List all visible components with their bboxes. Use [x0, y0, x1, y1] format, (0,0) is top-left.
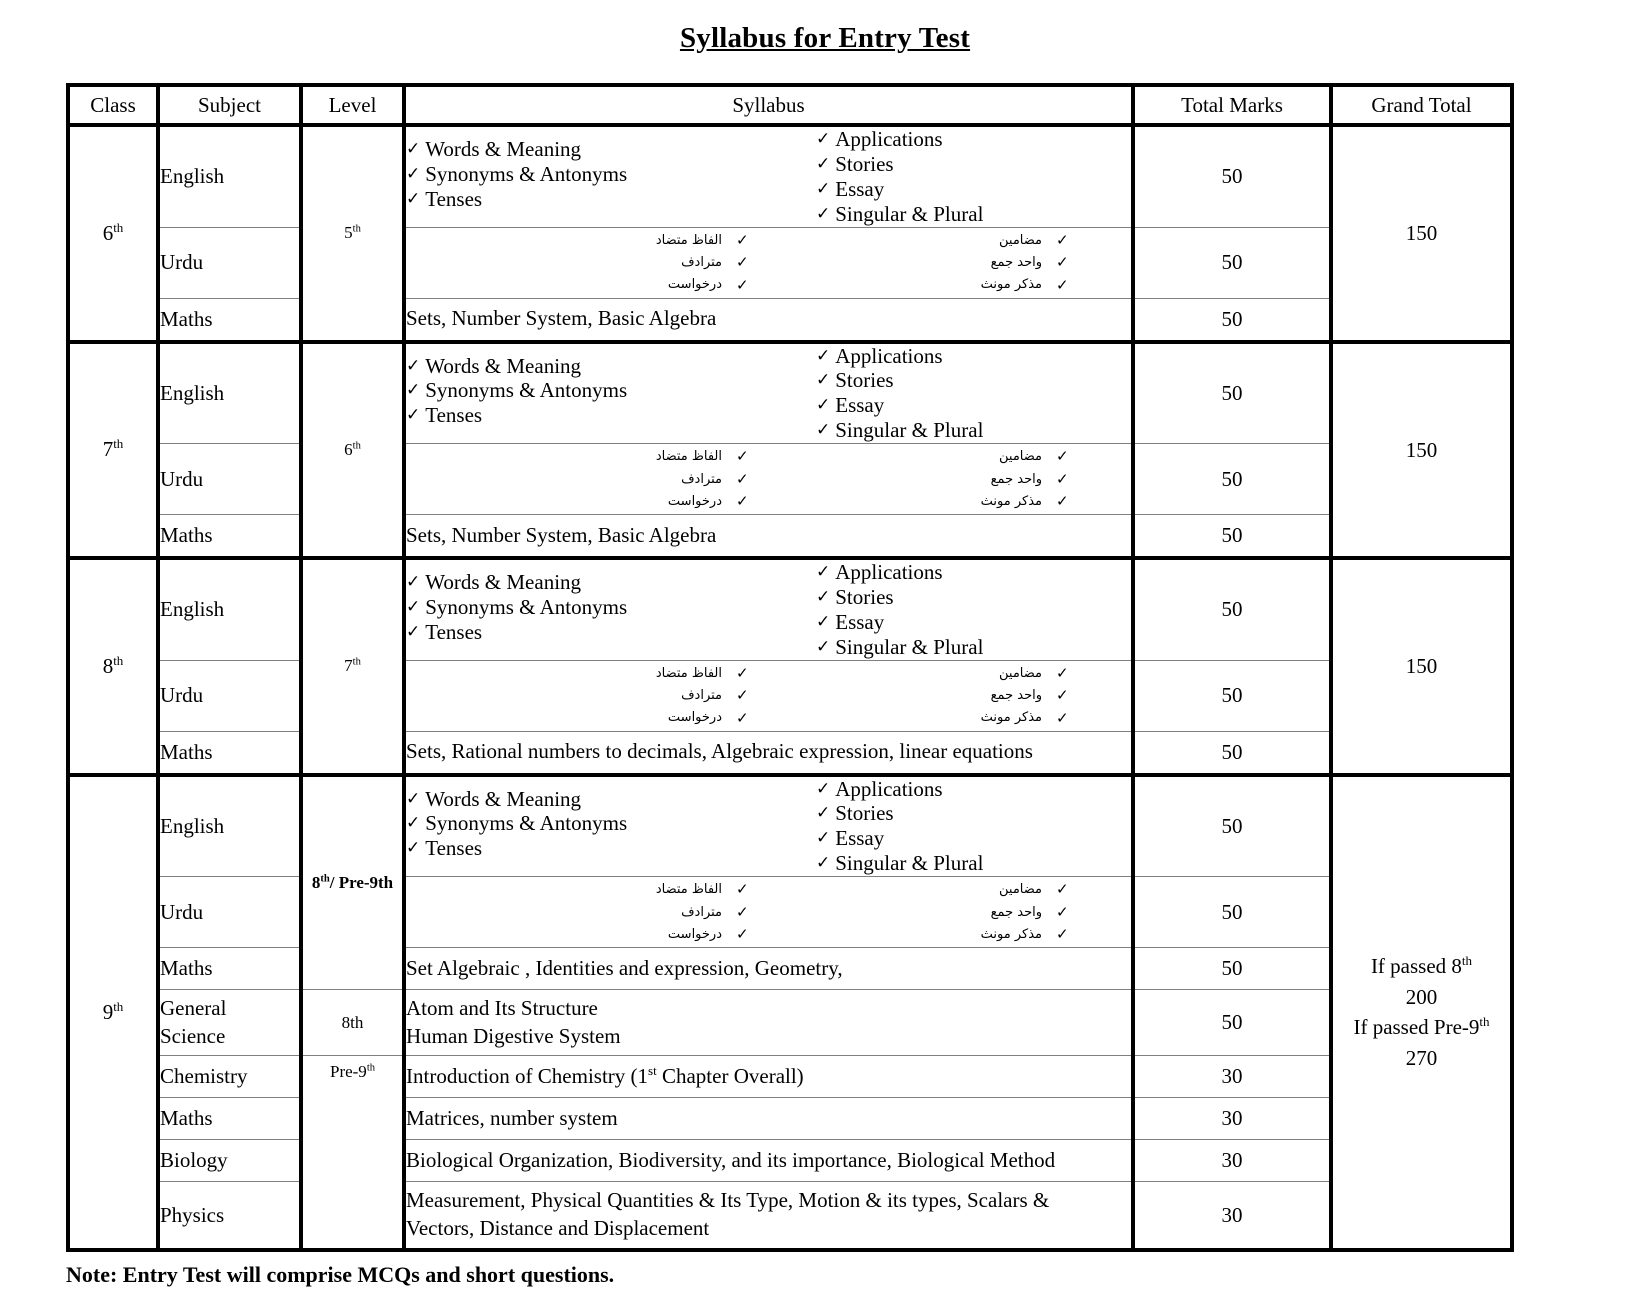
syllabus-cell [404, 558, 1133, 660]
list-item-label: Synonyms & Antonyms [425, 161, 628, 186]
list-item [816, 635, 1116, 660]
list-item-label: Applications [835, 343, 943, 368]
total-marks-cell: 50 [1133, 558, 1331, 660]
check-icon: ✓ [816, 636, 831, 656]
list-item-label: Essay [835, 609, 885, 634]
urdu-term-list-left [406, 879, 730, 947]
list-item-label: Singular & Plural [835, 201, 984, 226]
total-marks-cell: 50 [1133, 877, 1331, 948]
syllabus-line: Introduction of Chemistry (1st Chapter Overall) [406, 1063, 804, 1089]
table-row [68, 775, 1512, 877]
column-header-subject: Subject [158, 85, 301, 125]
list-item-label: Synonyms & Antonyms [425, 811, 628, 836]
syllabus-cell [404, 227, 1133, 298]
check-icon: ✓ [816, 395, 831, 415]
urdu-term-list-right [796, 663, 1050, 731]
english-topics [406, 777, 1131, 877]
check-icon: ✓ [816, 178, 831, 198]
syllabus-cell [404, 1182, 1133, 1250]
check-icon: ✓ [1056, 471, 1069, 488]
class-cell: 6th [68, 125, 158, 342]
english-topics-left [406, 560, 816, 660]
subject-cell: Biology [158, 1140, 301, 1182]
list-item-label: Stories [835, 151, 894, 176]
urdu-term: الفاظ متضاد [655, 232, 722, 248]
urdu-term: مذکر مونث [980, 710, 1042, 726]
check-icon: ✓ [1056, 688, 1069, 705]
check-icon: ✓ [736, 471, 749, 488]
total-marks-cell: 50 [1133, 125, 1331, 227]
check-icon: ✓ [816, 778, 831, 798]
list-item [406, 595, 816, 620]
subject-cell: English [158, 342, 301, 444]
ordinal-suffix: th [113, 219, 124, 235]
urdu-term: مذکر مونث [980, 926, 1042, 942]
column-header-syllabus: Syllabus [404, 85, 1133, 125]
list-item-label: Synonyms & Antonyms [425, 594, 628, 619]
check-icon: ✓ [406, 139, 421, 158]
urdu-check-list-left [730, 879, 796, 947]
total-marks-cell: 50 [1133, 342, 1331, 444]
urdu-topics-left [406, 230, 796, 298]
ordinal-suffix: st [648, 1063, 657, 1079]
syllabus-line: Atom and Its Structure [406, 996, 598, 1020]
check-icon: ✓ [816, 562, 831, 581]
list-item [816, 851, 1116, 876]
list-item-label: Stories [835, 801, 894, 826]
check-icon: ✓ [816, 153, 831, 173]
urdu-term: مذکر مونث [980, 493, 1042, 509]
list-item [406, 137, 816, 162]
subject-cell: Urdu [158, 660, 301, 731]
total-marks-cell: 50 [1133, 227, 1331, 298]
column-header-grand-total: Grand Total [1331, 85, 1512, 125]
check-icon: ✓ [1056, 904, 1069, 921]
level-cell-primary [301, 775, 404, 990]
list-item-label: Essay [835, 176, 885, 201]
total-marks-cell: 30 [1133, 1182, 1331, 1250]
list-item-label: Applications [835, 560, 943, 584]
urdu-topics-left [406, 663, 796, 731]
check-icon: ✓ [816, 203, 831, 223]
urdu-term: مترادف [681, 255, 722, 271]
english-topics [406, 344, 1131, 444]
total-marks-cell: 50 [1133, 298, 1331, 342]
list-item-label: Applications [835, 776, 943, 801]
subject-cell: Maths [158, 948, 301, 990]
urdu-term: درخواست [667, 277, 722, 293]
total-marks-cell: 50 [1133, 444, 1331, 515]
column-header-total-marks: Total Marks [1133, 85, 1331, 125]
grand-total-line: If passed Pre-9th [1353, 1014, 1490, 1040]
urdu-term: مضامین [999, 232, 1042, 248]
syllabus-cell [404, 1098, 1133, 1140]
check-icon: ✓ [816, 611, 831, 631]
urdu-term: واحد جمع [990, 688, 1042, 704]
table-row [68, 342, 1512, 444]
ordinal-suffix: th [113, 436, 124, 452]
urdu-term-list-right [796, 230, 1050, 298]
urdu-term: مترادف [681, 688, 722, 704]
table-row [68, 444, 1512, 515]
header-row [68, 85, 1512, 125]
subject-cell: Maths [158, 298, 301, 342]
list-item-label: Words & Meaning [425, 786, 582, 811]
syllabus-cell [404, 444, 1133, 515]
list-item-label: Tenses [425, 836, 483, 861]
urdu-topics [406, 877, 1131, 947]
urdu-check-list-right [1050, 446, 1116, 514]
subject-cell: Urdu [158, 444, 301, 515]
table-row [68, 298, 1512, 342]
syllabus-cell [404, 731, 1133, 775]
ordinal-suffix: th [1479, 1014, 1490, 1030]
english-topics-right [816, 344, 1116, 444]
list-item [406, 354, 816, 379]
list-item-label: Essay [835, 393, 885, 418]
document-page [0, 22, 1650, 1297]
english-topics-right [816, 560, 1116, 660]
check-icon: ✓ [406, 596, 421, 616]
check-icon: ✓ [406, 621, 421, 641]
subject-line: Science [160, 1023, 226, 1048]
list-item [406, 162, 816, 187]
total-marks-cell: 30 [1133, 1056, 1331, 1098]
check-icon: ✓ [816, 370, 831, 390]
subject-cell: English [158, 125, 301, 227]
table-row [68, 558, 1512, 660]
list-item [406, 378, 816, 403]
list-item-label: Words & Meaning [425, 570, 582, 594]
urdu-check-list-left [730, 446, 796, 514]
urdu-check-list-left [730, 663, 796, 731]
syllabus-line: Sets, Rational numbers to decimals, Algebraic expression, linear equations [406, 739, 1033, 764]
subject-cell: Maths [158, 515, 301, 559]
english-topics-left [406, 127, 816, 227]
total-marks-cell: 50 [1133, 948, 1331, 990]
table-row [68, 660, 1512, 731]
check-icon: ✓ [1056, 927, 1069, 944]
list-item-label: Tenses [425, 186, 483, 211]
footer-note: Note: Entry Test will comprise MCQs and short questions. [66, 1261, 615, 1287]
syllabus-table [66, 83, 1514, 1252]
english-topics-left [406, 344, 816, 444]
grand-total-cell: 150 [1331, 558, 1512, 775]
check-icon: ✓ [816, 803, 831, 823]
grand-total-line: 200 [1405, 984, 1438, 1009]
syllabus-line: Sets, Number System, Basic Algebra [406, 306, 717, 331]
syllabus-cell [404, 948, 1133, 990]
total-marks-cell: 50 [1133, 731, 1331, 775]
urdu-term: مترادف [681, 904, 722, 920]
list-item [816, 418, 1116, 443]
table-row [68, 1140, 1512, 1182]
list-item-label: Words & Meaning [425, 137, 582, 161]
syllabus-line: Sets, Number System, Basic Algebra [406, 522, 717, 547]
urdu-term: مذکر مونث [980, 277, 1042, 293]
check-icon: ✓ [816, 828, 831, 848]
list-item [406, 787, 816, 812]
subject-cell: Urdu [158, 227, 301, 298]
list-item [816, 393, 1116, 418]
total-marks-cell: 50 [1133, 660, 1331, 731]
list-item [406, 836, 816, 861]
check-icon: ✓ [406, 788, 421, 808]
class-cell: 7th [68, 342, 158, 559]
grand-total-cell [1331, 775, 1512, 1250]
table-row [68, 731, 1512, 775]
list-item [816, 560, 1116, 585]
urdu-term-list-right [796, 879, 1050, 947]
table-row [68, 1182, 1512, 1250]
urdu-topics-right [796, 879, 1116, 947]
table-row [68, 227, 1512, 298]
urdu-term: واحد جمع [990, 904, 1042, 920]
urdu-topics [406, 228, 1131, 298]
check-icon: ✓ [1056, 710, 1069, 727]
check-icon: ✓ [406, 572, 421, 591]
ordinal-suffix: th [320, 873, 330, 885]
syllabus-line: Measurement, Physical Quantities & Its Type, Motion & its types, Scalars & [406, 1188, 1050, 1213]
urdu-term: درخواست [667, 710, 722, 726]
urdu-term-list-left [406, 663, 730, 731]
english-topics-right [816, 127, 1116, 227]
class-cell: 8th [68, 558, 158, 775]
urdu-check-list-right [1050, 879, 1116, 947]
total-marks-cell: 50 [1133, 775, 1331, 877]
list-item [406, 570, 816, 595]
total-marks-cell: 30 [1133, 1140, 1331, 1182]
urdu-check-list-right [1050, 663, 1116, 731]
urdu-topics-left [406, 446, 796, 514]
check-icon: ✓ [736, 494, 749, 511]
check-icon: ✓ [406, 188, 421, 208]
urdu-topics [406, 661, 1131, 731]
list-item-label: Singular & Plural [835, 418, 984, 443]
level-cell-secondary: 8th [301, 990, 404, 1056]
ordinal-suffix: th [352, 656, 361, 668]
list-item-label: Essay [835, 826, 885, 851]
syllabus-cell [404, 990, 1133, 1056]
check-icon: ✓ [406, 163, 421, 183]
urdu-term: واحد جمع [990, 255, 1042, 271]
subject-cell: Urdu [158, 877, 301, 948]
column-header-class: Class [68, 85, 158, 125]
check-icon: ✓ [816, 129, 831, 148]
level-cell-tertiary: Pre-9th [301, 1056, 404, 1250]
urdu-topics-right [796, 230, 1116, 298]
table-row [68, 990, 1512, 1056]
check-icon: ✓ [736, 665, 749, 682]
grand-total-cell: 150 [1331, 342, 1512, 559]
syllabus-cell [404, 1056, 1133, 1098]
syllabus-line: Biological Organization, Biodiversity, and its importance, Biological Method [406, 1148, 1056, 1173]
check-icon: ✓ [736, 277, 749, 294]
list-item [406, 403, 816, 428]
level-label: 8th/ Pre-9th [311, 872, 394, 892]
urdu-term: درخواست [667, 493, 722, 509]
syllabus-line: Human Digestive System [406, 1023, 621, 1048]
table-row [68, 877, 1512, 948]
list-item-label: Synonyms & Antonyms [425, 378, 628, 403]
urdu-term: مضامین [999, 665, 1042, 681]
english-topics-right [816, 777, 1116, 877]
list-item [816, 585, 1116, 610]
list-item [816, 826, 1116, 851]
syllabus-cell [404, 660, 1133, 731]
syllabus-line: Set Algebraic , Identities and expression, Geometry, [406, 955, 843, 980]
urdu-topics-left [406, 879, 796, 947]
subject-cell: Maths [158, 731, 301, 775]
table-row [68, 1056, 1512, 1098]
syllabus-cell [404, 877, 1133, 948]
check-icon: ✓ [816, 420, 831, 440]
table-body [68, 125, 1512, 1250]
list-item-label: Stories [835, 584, 894, 609]
subject-cell: Chemistry [158, 1056, 301, 1098]
ordinal-suffix: th [113, 998, 124, 1014]
check-icon: ✓ [406, 813, 421, 833]
syllabus-cell [404, 342, 1133, 444]
syllabus-line: Vectors, Distance and Displacement [406, 1216, 710, 1241]
list-item [816, 344, 1116, 369]
syllabus-cell [404, 515, 1133, 559]
list-item [406, 187, 816, 212]
level-cell: 7th [301, 558, 404, 775]
subject-line: General [160, 996, 227, 1021]
urdu-term: الفاظ متضاد [655, 449, 722, 465]
urdu-topics [406, 444, 1131, 514]
check-icon: ✓ [736, 255, 749, 272]
level-cell: 6th [301, 342, 404, 559]
list-item-label: Tenses [425, 619, 483, 644]
urdu-term: مضامین [999, 449, 1042, 465]
list-item [406, 620, 816, 645]
check-icon: ✓ [736, 232, 749, 249]
syllabus-line: Matrices, number system [406, 1106, 618, 1131]
urdu-term: الفاظ متضاد [655, 882, 722, 898]
check-icon: ✓ [736, 904, 749, 921]
list-item-label: Words & Meaning [425, 353, 582, 378]
check-icon: ✓ [736, 710, 749, 727]
check-icon: ✓ [1056, 277, 1069, 294]
check-icon: ✓ [406, 838, 421, 858]
urdu-check-list-right [1050, 230, 1116, 298]
table-row [68, 1098, 1512, 1140]
syllabus-cell [404, 298, 1133, 342]
urdu-term: درخواست [667, 926, 722, 942]
level-cell: 5th [301, 125, 404, 342]
syllabus-cell [404, 775, 1133, 877]
list-item [816, 152, 1116, 177]
list-item-label: Stories [835, 368, 894, 393]
total-marks-cell: 50 [1133, 515, 1331, 559]
check-icon: ✓ [816, 345, 831, 365]
column-header-level: Level [301, 85, 404, 125]
list-item [816, 777, 1116, 802]
english-topics [406, 560, 1131, 660]
check-icon: ✓ [816, 853, 831, 873]
ordinal-suffix: th [352, 440, 361, 452]
ordinal-suffix: th [366, 1062, 376, 1074]
list-item [816, 202, 1116, 227]
list-item [816, 127, 1116, 152]
ordinal-suffix: th [1461, 953, 1473, 969]
grand-total-line: 270 [1405, 1045, 1438, 1070]
subject-cell: Physics [158, 1182, 301, 1250]
subject-cell [158, 990, 301, 1056]
check-icon: ✓ [736, 882, 749, 899]
table-row [68, 125, 1512, 227]
subject-cell: Maths [158, 1098, 301, 1140]
check-icon: ✓ [1056, 494, 1069, 511]
list-item-label: Tenses [425, 403, 483, 428]
check-icon: ✓ [736, 688, 749, 705]
class-cell: 9th [68, 775, 158, 1250]
list-item [816, 177, 1116, 202]
check-icon: ✓ [1056, 449, 1069, 466]
page-title: Syllabus for Entry Test [679, 22, 971, 54]
check-icon: ✓ [406, 355, 421, 375]
syllabus-cell [404, 125, 1133, 227]
check-icon: ✓ [406, 380, 421, 400]
list-item [406, 811, 816, 836]
list-item [816, 368, 1116, 393]
subject-cell: English [158, 775, 301, 877]
grand-total-cell: 150 [1331, 125, 1512, 342]
urdu-term: الفاظ متضاد [655, 665, 722, 681]
urdu-term-list-right [796, 446, 1050, 514]
subject-cell: English [158, 558, 301, 660]
urdu-term: مترادف [681, 471, 722, 487]
table-header [68, 85, 1512, 125]
check-icon: ✓ [1056, 665, 1069, 682]
syllabus-cell [404, 1140, 1133, 1182]
urdu-term: مضامین [999, 882, 1042, 898]
english-topics-left [406, 777, 816, 877]
urdu-topics-right [796, 446, 1116, 514]
total-marks-cell: 50 [1133, 990, 1331, 1056]
ordinal-suffix: th [352, 223, 361, 235]
urdu-term: واحد جمع [990, 471, 1042, 487]
check-icon: ✓ [1056, 882, 1069, 899]
list-item [816, 801, 1116, 826]
check-icon: ✓ [736, 927, 749, 944]
list-item-label: Singular & Plural [835, 634, 984, 659]
check-icon: ✓ [406, 405, 421, 425]
list-item-label: Applications [835, 127, 943, 151]
ordinal-suffix: th [113, 652, 124, 668]
check-icon: ✓ [1056, 232, 1069, 249]
total-marks-cell: 30 [1133, 1098, 1331, 1140]
english-topics [406, 127, 1131, 227]
grand-total-line: If passed 8th [1370, 953, 1473, 979]
table-row [68, 515, 1512, 559]
list-item [816, 610, 1116, 635]
list-item-label: Singular & Plural [835, 851, 984, 876]
urdu-term-list-left [406, 230, 730, 298]
check-icon: ✓ [736, 449, 749, 466]
urdu-topics-right [796, 663, 1116, 731]
urdu-term-list-left [406, 446, 730, 514]
check-icon: ✓ [1056, 255, 1069, 272]
table-row [68, 948, 1512, 990]
check-icon: ✓ [816, 586, 831, 606]
urdu-check-list-left [730, 230, 796, 298]
